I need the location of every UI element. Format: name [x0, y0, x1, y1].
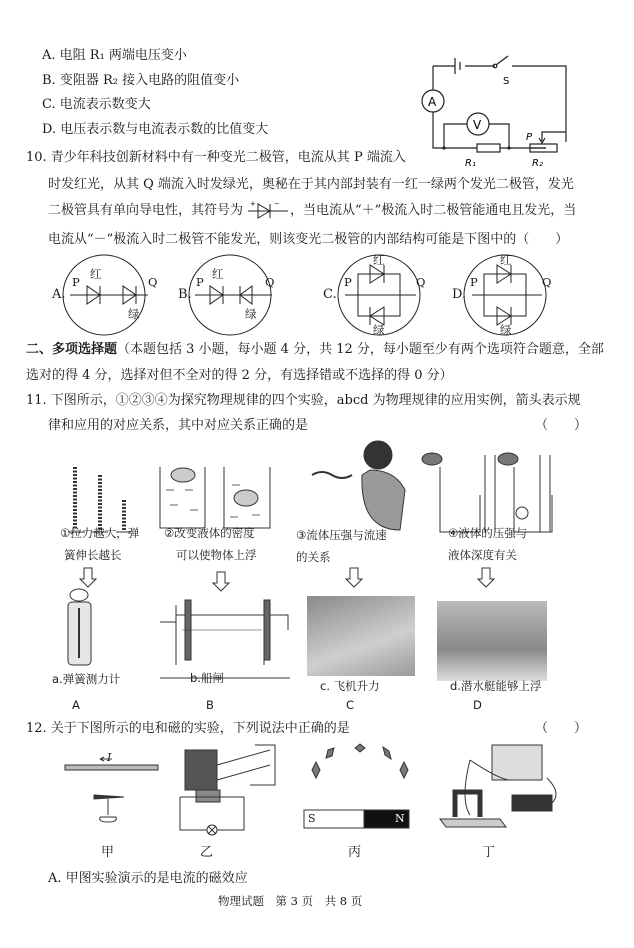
choice-d-green: 绿: [500, 323, 512, 337]
q10-line-4: 电流从“－”极流入时二极管不能发光，则该变光二极管的内部结构可能是下图中的（ ）: [48, 232, 569, 247]
page-footer: 物理试题 第 3 页 共 8 页: [218, 894, 363, 908]
q9-option-b: B. 变阻器 R₂ 接入电路的阻值变小: [42, 73, 240, 88]
choice-b-letter: B.: [178, 287, 192, 302]
q9-option-d: D. 电压表示数与电流表示数的比值变大: [42, 122, 269, 137]
q9-option-c: C. 电流表示数变大: [42, 97, 151, 112]
ammeter-label: A: [428, 95, 437, 109]
application-a: a.弹簧测力计: [52, 672, 121, 686]
q12-answer-paren: （ ）: [535, 721, 588, 736]
circuit-diagram: [0, 0, 634, 200]
experiment-3-line-2: 的关系: [296, 550, 331, 564]
choice-d-q: Q: [542, 275, 552, 289]
experiment-3-line-1: ③流体压强与流速: [296, 528, 387, 542]
voltmeter-label: V: [473, 118, 482, 132]
diode-symbol: [248, 200, 288, 220]
choice-a-red: 红: [90, 267, 102, 281]
q12-line: 12. 关于下图所示的电和磁的实验，下列说法中正确的是: [26, 721, 350, 736]
q11-line-1: 11. 下图所示，①②③④为探究物理规律的四个实验，abcd 为物理规律的应用实例，箭头表示规: [26, 393, 581, 408]
experiment-2-line-2: 可以使物体上浮: [176, 548, 257, 562]
choice-a-q: Q: [148, 275, 158, 289]
q11-choice-a: A: [72, 698, 80, 712]
section-2-desc-2: 选对的得 4 分，选择对但不全对的得 2 分，有选择错或不选择的得 0 分）: [26, 368, 453, 383]
choice-c-p: P: [344, 275, 352, 289]
down-arrow-icon: [478, 568, 494, 587]
switch-label: S: [503, 76, 510, 87]
choice-c-green: 绿: [373, 323, 385, 337]
q10-line-2: 时发红光，从其 Q 端流入时发绿光，奥秘在于其内部封装有一红一绿两个发光二极管，发光: [48, 177, 574, 192]
q11-choice-c: C: [346, 698, 355, 712]
q11-line-2: 律和应用的对应关系，其中对应关系正确的是: [48, 418, 309, 433]
figure-label-jia: 甲: [101, 845, 115, 860]
magnet-s-label: S: [308, 812, 316, 825]
choice-a-letter: A.: [52, 287, 66, 302]
down-arrow-icon: [80, 568, 96, 587]
figure-label-ding: 丁: [482, 845, 496, 860]
figure-label-yi: 乙: [200, 845, 214, 860]
q9-option-a: A. 电阻 R₁ 两端电压变小: [42, 48, 187, 63]
q11-choice-d: D: [473, 698, 482, 712]
choice-c-red: 红: [373, 253, 385, 267]
slider-label: P: [526, 132, 533, 143]
q10-line-3b: ，当电流从“＋”极流入时二极管能通电且发光，当: [290, 203, 577, 218]
down-arrow-icon: [346, 568, 362, 587]
section-2-header: [26, 342, 604, 358]
r1-label: R₁: [465, 158, 476, 169]
choice-a-p: P: [72, 275, 80, 289]
section-2-title: 二、多项选择题: [26, 342, 118, 357]
plus-sign: +: [250, 200, 256, 208]
choice-b-q: Q: [265, 275, 275, 289]
application-b: b.船闸: [190, 671, 224, 685]
q12-option-a: A. 甲图实验演示的是电流的磁效应: [48, 871, 248, 886]
diode-choices: [0, 250, 634, 340]
q11-experiment-figures: [0, 435, 634, 515]
choice-c-q: Q: [416, 275, 426, 289]
application-c: c. 飞机升力: [320, 679, 380, 693]
experiment-1-line-1: ①拉力越大，弹: [60, 526, 140, 540]
experiment-2-line-1: ②改变液体的密度: [164, 526, 255, 540]
q10-line-1: 10. 青少年科技创新材料中有一种变光二极管，电流从其 P 端流入: [26, 150, 406, 165]
application-d: d.潜水艇能够上浮: [450, 679, 542, 693]
magnet-n-label: N: [395, 812, 405, 825]
choice-b-red: 红: [212, 267, 224, 281]
choice-d-p: P: [470, 275, 478, 289]
q11-answer-paren: （ ）: [535, 418, 588, 433]
down-arrows: [0, 565, 634, 590]
choice-d-red: 红: [500, 253, 512, 267]
airplane-photo: [307, 596, 415, 676]
choice-d-letter: D.: [452, 287, 467, 302]
choice-c-letter: C.: [323, 287, 337, 302]
section-2-desc-1: （本题包括 3 小题，每小题 4 分，共 12 分，每小题至少有两个选项符合题意，全部: [117, 342, 604, 357]
r2-label: R₂: [532, 158, 543, 169]
q11-choice-b: B: [206, 698, 214, 712]
choice-b-p: P: [196, 275, 204, 289]
current-label: I: [107, 751, 112, 764]
experiment-1-line-2: 簧伸长越长: [64, 548, 122, 562]
experiment-4-line-2: 液体深度有关: [448, 548, 517, 562]
q12-figures: [0, 745, 634, 840]
down-arrow-icon: [213, 572, 229, 591]
submarine-photo: [437, 601, 547, 681]
figure-label-bing: 丙: [348, 845, 362, 860]
choice-b-green: 绿: [245, 307, 257, 321]
experiment-4-line-1: ④液体的压强与: [448, 526, 528, 540]
minus-sign: −: [274, 200, 280, 208]
choice-a-green: 绿: [128, 307, 140, 321]
q10-line-3a: 二极管具有单向导电性，其符号为: [48, 203, 244, 218]
